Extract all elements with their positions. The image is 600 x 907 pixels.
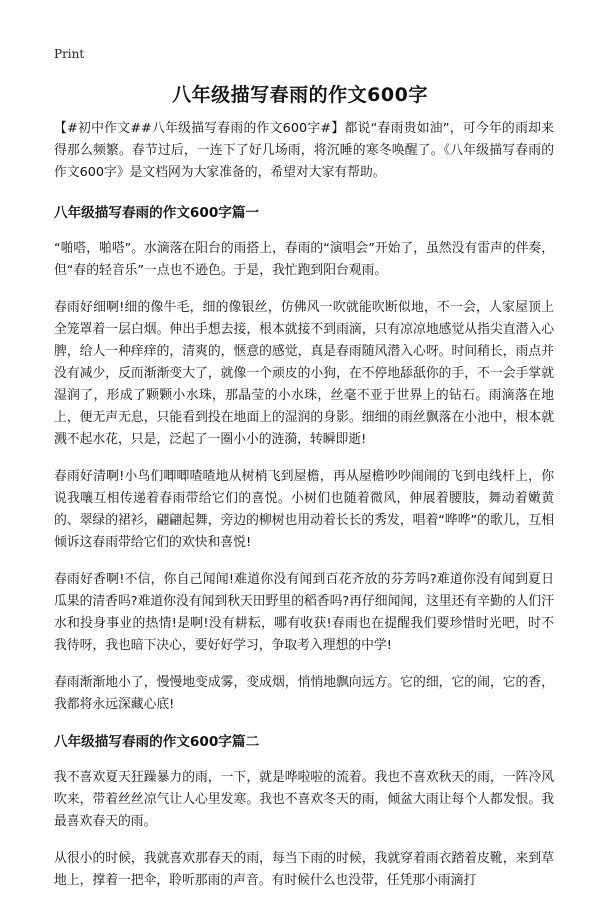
section-heading-2: 八年级描写春雨的作文600字篇二 bbox=[54, 734, 260, 750]
document-body bbox=[54, 118, 554, 907]
section-1-paragraph-1: “啪嗒，啪嗒”。水滴落在阳台的雨搭上，春雨的“演唱会”开始了，虽然没有雷声的伴奏，但“春的轻音乐”一点也不逊色。于是，我忙跑到阳台观雨。 bbox=[54, 241, 555, 278]
section-2-paragraph-2: 从很小的时候，我就喜欢那春天的雨，每当下雨的时候，我就穿着雨衣踏着皮靴，来到草地上，撑着一把伞，聆听那雨的声音。有时候什么也没带，任凭那小雨滴打 bbox=[54, 851, 554, 888]
page-title: 八年级描写春雨的作文600字 bbox=[172, 84, 428, 106]
section-1-paragraph-3: 春雨好清啊!小鸟们唧唧喳喳地从树梢飞到屋檐，再从屋檐吵吵闹闹的飞到电线杆上，你说我嚷互相传递着春雨带给它们的喜悦。小树们也随着微风，伸展着腰肢，舞动着嫩黄的、翠绿的裙衫，翩翩起舞，旁边的柳树也用动着长长的秀发，唱着“哗哗”的歌儿，互相倾诉这春雨带给它们的欢快和喜悦! bbox=[54, 469, 554, 550]
section-1-paragraph-4: 春雨好香啊!不信，你自己闻闻!难道你没有闻到百花齐放的芬芳吗?难道你没有闻到夏日瓜果的清香吗?难道你没有闻到秋天田野里的稻香吗?再仔细闻闻，这里还有辛勤的人们汗水和投身事业的热情!是啊!没有耕耘，哪有收获!春雨也在提醒我们要珍惜时光吧，时不我待呀，我也暗下决心，要好好学习，争取考入理想的中学! bbox=[54, 572, 554, 653]
section-1-paragraph-2: 春雨好细啊!细的像牛毛，细的像银丝，仿佛风一吹就能吹断似地，不一会，人家屋顶上全笼罩着一层白烟。伸出手想去接，根本就接不到雨滴，只有凉凉地感觉从指尖直潜入心脾，给人一种痒痒的，清爽的，惬意的感觉，真是春雨随风潜入心呀。时间稍长，雨点并没有减少，反而渐渐变大了，就像一个顽皮的小狗，在不停地舔舐你的手，不一会手掌就湿润了，形成了颗颗小水珠，那晶莹的小水珠，丝毫不亚于世界上的钻石。雨滴落在地上，便无声无息，只能看到投在地面上的湿润的身影。细细的雨丝飘落在小池中，根本就溅不起水花，只是，泛起了一圈小小的涟漪，转瞬即逝! bbox=[54, 300, 554, 447]
section-1-paragraph-5: 春雨渐渐地小了，慢慢地变成雾，变成烟，悄悄地飘向远方。它的细，它的闹，它的香，我都将永远深藏心底! bbox=[54, 675, 554, 712]
intro-paragraph: 【#初中作文##八年级描写春雨的作文600字#】都说“春雨贵如油”，可今年的雨却来得那么频繁。春节过后，一连下了好几场雨，将沉睡的寒冬唤醒了。《八年级描写春雨的作文600字》是文档网为大家准备的，希望对大家有帮助。 bbox=[54, 121, 554, 180]
section-heading-1: 八年级描写春雨的作文600字篇一 bbox=[54, 205, 260, 221]
section-2-paragraph-1: 我不喜欢夏天狂躁暴力的雨，一下，就是哗啦啦的流着。我也不喜欢秋天的雨，一阵冷风吹来，带着丝丝凉气让人心里发寒。我也不喜欢冬天的雨，倾盆大雨让每个人都发恨。我最喜欢春天的雨。 bbox=[54, 770, 554, 829]
print-label: Print bbox=[54, 47, 85, 61]
